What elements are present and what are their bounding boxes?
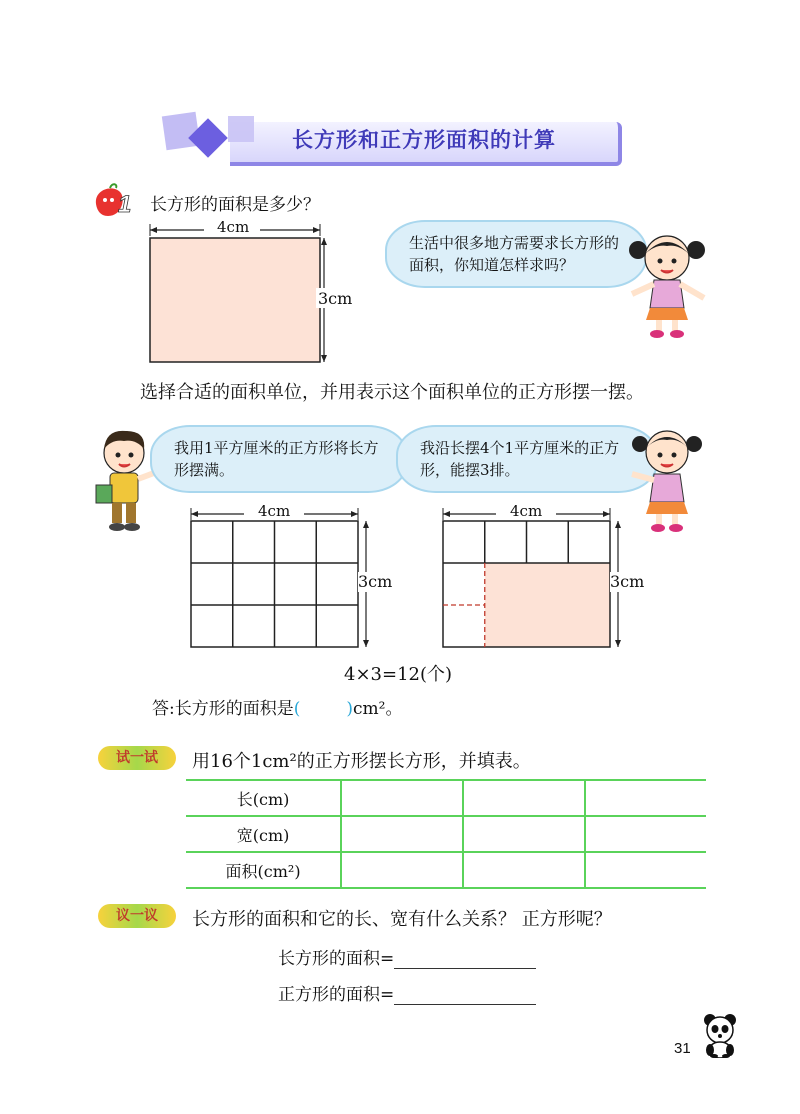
discuss-question: 长方形的面积和它的长、宽有什么关系？ 正方形呢？: [192, 909, 612, 930]
question-text: 长方形的面积是多少？: [150, 195, 320, 215]
rect-area-formula-line: [278, 944, 536, 969]
page-number: 31: [674, 1040, 691, 1057]
girl2-speech-bubble: [396, 425, 658, 493]
table-row: [186, 780, 706, 816]
table-cell[interactable]: [341, 816, 463, 852]
grid-right-width-label: 4cm: [510, 502, 543, 520]
title-banner: [150, 108, 630, 176]
table-row: [186, 852, 706, 888]
dashed-guides: [443, 563, 485, 647]
answer-prefix: 答:长方形的面积是: [152, 699, 294, 719]
boy-illustration: [92, 425, 162, 535]
row-header: 长(cm): [186, 780, 341, 816]
girl-illustration: [626, 228, 716, 340]
answer-line: [152, 694, 402, 719]
rect-area-blank[interactable]: [394, 950, 536, 969]
table-cell[interactable]: [463, 852, 585, 888]
problem-number-badge: [92, 182, 140, 220]
table-cell[interactable]: [585, 852, 706, 888]
grid-cells: [191, 521, 358, 647]
girl2-speech-text: 我沿长摆4个1平方厘米的正方形，能摆3排。: [420, 439, 620, 479]
panda-icon: [700, 1012, 740, 1058]
page-title: 长方形和正方形面积的计算: [292, 127, 556, 152]
grid-left-width-label: 4cm: [258, 502, 291, 520]
try-it-label: 试一试: [98, 746, 176, 770]
try-it-instruction: 用16个1cm²的正方形摆长方形，并填表。: [192, 751, 531, 772]
grid-left-height-label: 3cm: [358, 572, 393, 591]
boy-speech-bubble: [150, 425, 408, 493]
rect-area-formula-label: 长方形的面积=: [278, 949, 395, 969]
square-area-formula-line: [278, 980, 536, 1005]
row-header: 宽(cm): [186, 816, 341, 852]
answer-paren-close: ): [346, 699, 354, 719]
problem-number: 1: [118, 191, 132, 218]
table-cell[interactable]: [341, 852, 463, 888]
table-cell[interactable]: [585, 780, 706, 816]
instruction-text: 选择合适的面积单位，并用表示这个面积单位的正方形摆一摆。: [140, 382, 644, 403]
table-cell[interactable]: [341, 780, 463, 816]
square-area-blank[interactable]: [394, 986, 536, 1005]
decor-square: [228, 116, 254, 142]
table-cell[interactable]: [585, 816, 706, 852]
table-cell[interactable]: [463, 816, 585, 852]
discuss-label: 议一议: [98, 904, 176, 928]
height-label: 3cm: [318, 289, 353, 308]
answer-unit: cm²。: [353, 699, 403, 719]
square-area-formula-label: 正方形的面积=: [278, 985, 395, 1005]
row-header: 面积(cm²): [186, 852, 341, 888]
table-cell[interactable]: [463, 780, 585, 816]
grid-right-height-label: 3cm: [610, 572, 645, 591]
answer-paren-open: (: [293, 699, 301, 719]
table-row: [186, 816, 706, 852]
girl-speech-text: 生活中很多地方需要求长方形的面积，你知道怎样求吗？: [409, 234, 620, 274]
width-label: 4cm: [217, 218, 250, 236]
girl-speech-bubble: [385, 220, 647, 288]
fill-table: [186, 779, 706, 889]
boy-speech-text: 我用1平方厘米的正方形将长方形摆满。: [174, 439, 379, 479]
equation: 4×3=12(个): [344, 664, 453, 685]
